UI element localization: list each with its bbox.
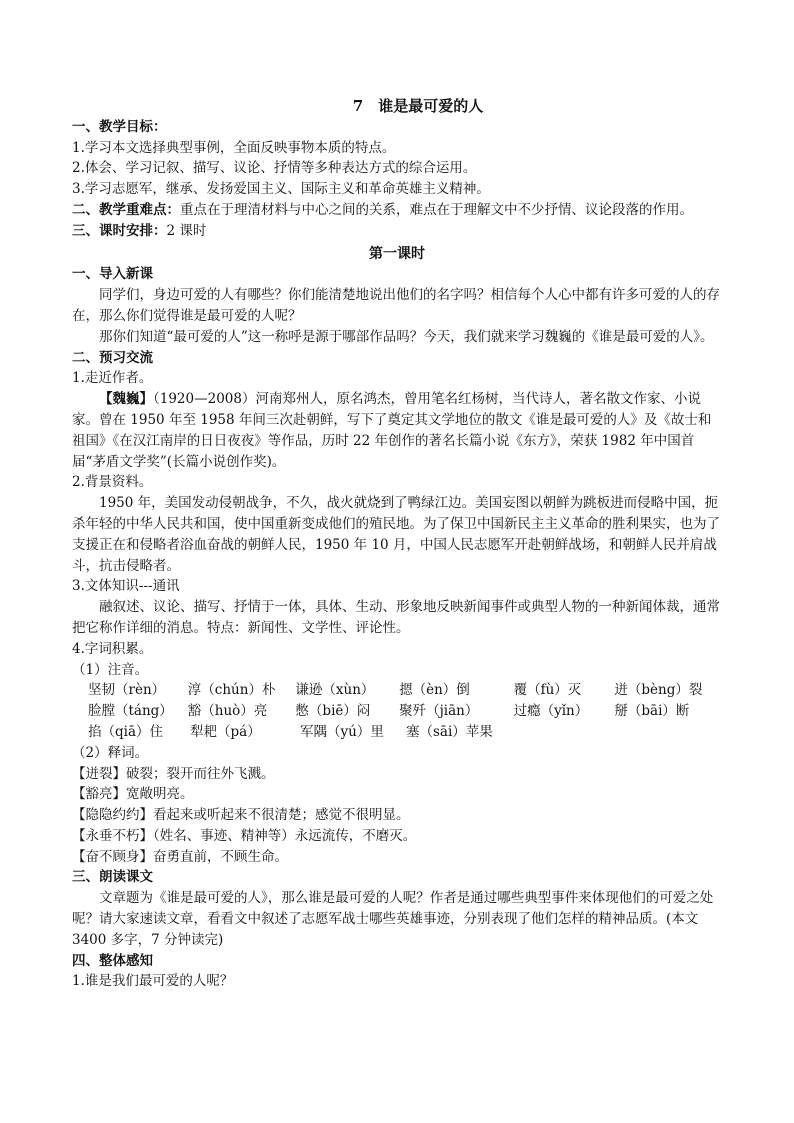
subheading-genre: 3.文体知识---通讯 xyxy=(72,578,180,595)
subheading-background: 2.背景资料。 xyxy=(72,474,153,491)
definition-item xyxy=(72,847,722,868)
intro-paragraph: 那你们知道“最可爱的人”这一称呼是源于哪部作品吗？今天，我们就来学习魏巍的《谁是最可爱的人》。 xyxy=(99,328,714,345)
pinyin-item: 淳（chún）朴 xyxy=(187,682,276,699)
definition-text: （姓名、事迹、精神等）永远流传，不磨灭。 xyxy=(153,827,417,844)
author-name: 【魏巍】 xyxy=(99,391,153,408)
definition-item xyxy=(72,764,722,785)
definition-text: 破裂；裂开而往外飞溅。 xyxy=(126,765,275,782)
section-heading-overview: 四、整体感知 xyxy=(72,952,153,969)
background-paragraph: 1950 年，美国发动侵朝战争，不久，战火就烧到了鸭绿江边。美国妄图以朝鲜为跳板进而侵略中国，扼杀年轻的中华人民共和国，使中国重新变成他们的殖民地。为了保卫中国新民主主义革命的胜利果实，也为了支援正在和侵略者浴血奋战的朝鲜人民，1950 年 10 月，中国人民志愿军开赴朝鲜战场，和朝鲜人民并肩战斗，抗击侵略者。 xyxy=(72,495,720,574)
key-points-heading: 二、教学重难点： xyxy=(72,201,180,218)
definition-term: 【迸裂】 xyxy=(72,765,126,782)
subheading-author: 1.走近作者。 xyxy=(72,370,153,387)
lesson-subtitle: 第一课时 xyxy=(369,245,425,262)
pinyin-item: 掐（qiā）住 xyxy=(88,723,164,740)
author-paragraph xyxy=(72,389,722,472)
schedule-heading: 三、课时安排： xyxy=(72,222,167,239)
section-heading-reading: 三、朗读课文 xyxy=(72,869,153,886)
pinyin-item: 脸膛（táng） xyxy=(88,703,173,720)
pinyin-row xyxy=(72,722,722,743)
key-points-text: 重点在于理清材料与中心之间的关系，难点在于理解文中不少抒情、议论段落的作用。 xyxy=(180,201,693,218)
definition-term: 【隐隐约约】 xyxy=(72,807,153,824)
pinyin-item: 塞（sāi）苹果 xyxy=(406,723,493,740)
intro-paragraph: 同学们，身边可爱的人有哪些？你们能清楚地说出他们的名字吗？相信每个人心中都有许多可爱的人的存在，那么你们觉得谁是最可爱的人呢？ xyxy=(72,287,720,324)
document-title: 7 谁是最可爱的人 xyxy=(352,97,484,115)
goal-item: 3.学习志愿军，继承、发扬爱国主义、国际主义和革命英雄主义精神。 xyxy=(72,181,490,198)
goals-heading: 一、教学目标： xyxy=(72,118,167,135)
pinyin-item: 坚韧（rèn） xyxy=(88,682,166,699)
definition-text: 奋勇直前，不顾生命。 xyxy=(153,848,288,865)
pinyin-item: 军隅（yú）里 xyxy=(300,723,384,740)
reading-paragraph: 文章题为《谁是最可爱的人》，那么谁是最可爱的人呢？作者是通过哪些典型事件来体现他们的可爱之处呢？请大家速读文章，看看文中叙述了志愿军战士哪些英雄事迹，分别表现了他们怎样的精神品质。(本文 3400 多字，7 分钟读完) xyxy=(72,890,714,948)
subheading-pronunciation: （1）注音。 xyxy=(72,661,149,678)
document-page xyxy=(72,96,722,992)
author-text: （1920—2008）河南郑州人，原名鸿杰，曾用笔名红杨树，当代诗人，著名散文作家、小说家。曾在 1950 年至 1958 年间三次赴朝鲜，写下了奠定其文学地位的散文《谁是最可爱的人》及《故士和祖国》《在汉江南岸的日日夜夜》等作品，历时 22 年创作的著名长篇小说《东方》，荣获 1982 年中国首届“茅盾文学奖”(长篇小说创作奖)。 xyxy=(72,391,712,470)
definition-term: 【奋不顾身】 xyxy=(72,848,153,865)
goal-item: 2.体会、学习记叙、描写、议论、抒情等多种表达方式的综合运用。 xyxy=(72,160,477,177)
goal-item: 1.学习本文选择典型事例，全面反映事物本质的特点。 xyxy=(72,139,396,156)
schedule-text: 2 课时 xyxy=(166,222,207,239)
pinyin-item: 聚歼（jiān） xyxy=(399,703,479,720)
definition-item xyxy=(72,784,722,805)
pinyin-item: 豁（huò）亮 xyxy=(187,703,268,720)
pinyin-row xyxy=(72,680,722,701)
pinyin-item: 谦逊（xùn） xyxy=(295,682,375,699)
section-heading-intro: 一、导入新课 xyxy=(72,266,153,283)
definition-item xyxy=(72,826,722,847)
pinyin-item: 憋（biē）闷 xyxy=(295,703,371,720)
definition-term: 【豁亮】 xyxy=(72,786,126,803)
pinyin-item: 迸（bèng）裂 xyxy=(614,682,703,699)
definition-term: 【永垂不朽】 xyxy=(72,827,153,844)
definition-item xyxy=(72,805,722,826)
definition-text: 看起来或听起来不很清楚；感觉不很明显。 xyxy=(153,807,410,824)
pinyin-item: 覆（fù）灭 xyxy=(513,682,582,699)
pinyin-row xyxy=(72,701,722,722)
subheading-words: 4.字词积累。 xyxy=(72,640,153,657)
section-heading-preview: 二、预习交流 xyxy=(72,349,153,366)
definition-text: 宽敞明亮。 xyxy=(126,786,194,803)
subheading-definitions: （2）释词。 xyxy=(72,744,149,761)
pinyin-item: 犁耙（pá） xyxy=(190,723,261,740)
pinyin-item: 掰（bāi）断 xyxy=(614,703,690,720)
genre-paragraph: 融叙述、议论、描写、抒情于一体，具体、生动、形象地反映新闻事件或典型人物的一种新闻体裁，通常把它称作详细的消息。特点：新闻性、文学性、评论性。 xyxy=(72,599,720,636)
pinyin-item: 过瘾（yǐn） xyxy=(513,703,589,720)
pinyin-item: 摁（èn）倒 xyxy=(399,682,470,699)
overview-question: 1.谁是我们最可爱的人呢？ xyxy=(72,973,234,990)
